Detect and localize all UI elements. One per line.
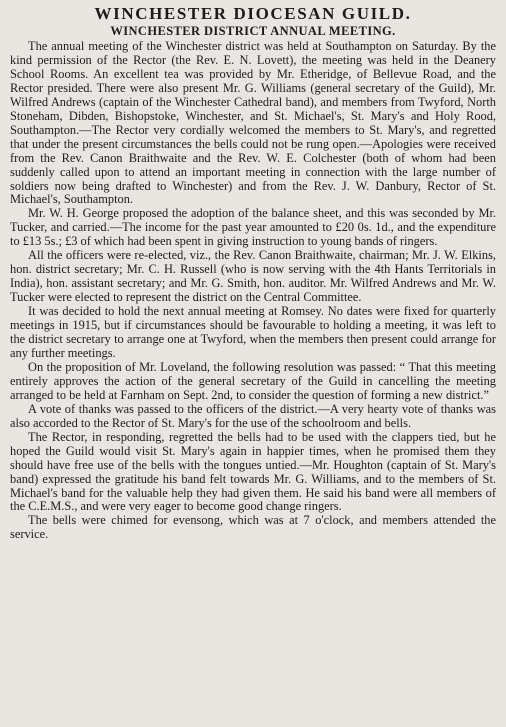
paragraph-rector-response: The Rector, in responding, regretted the bells had to be used with the clappers tied, but he hoped the Guild would visit St. Mary's again in happier times, when he promised them they should have free use of the bells with the tongues untied.—Mr. Houghton (captain of St. Mary's band) expressed the gratitude his band felt towards Mr. G. Williams, and to the members of St. Michael's band for the valuable help they had given them. He said his band were all members of the C.E.M.S., and were very eager to become good change ringers. <box>10 429 496 514</box>
paragraph-balance-sheet: Mr. W. H. George proposed the adoption of the balance sheet, and this was seconded by Mr. Tucker, and carried.—The income for the past year amounted to £20 0s. 1d., and the expenditure to £13 5s.; £3 of which had been spent in giving instruction to young bands of ringers. <box>10 206 496 249</box>
paragraph-evensong: The bells were chimed for evensong, which was at 7 o'clock, and members attended the service. <box>10 513 496 542</box>
article-body <box>10 40 496 542</box>
paragraph-next-meeting: It was decided to hold the next annual meeting at Romsey. No dates were fixed for quarterly meetings in 1915, but if circumstances should be favourable to holding a meeting, it was left to the district secretary to arrange one at Twyford, when the members then present could arrange for any further meetings. <box>10 304 496 360</box>
paragraph-officers: All the officers were re-elected, viz., the Rev. Canon Braithwaite, chairman; Mr. J. W. Elkins, hon. district secretary; Mr. C. H. Russell (who is now serving with the 4th Hants Territorials in India), hon. assistant secretary; and Mr. G. Smith, hon. auditor. Mr. Wilfred Andrews and Mr. W. Tucker were elected to represent the district on the Central Committee. <box>10 248 496 305</box>
paragraph-resolution: On the proposition of Mr. Loveland, the following resolution was passed: “ That this meeting entirely approves the action of the general secretary of the Guild in cancelling the meeting arranged to be held at Farnham on Sept. 2nd, to consider the question of forming a new district.” <box>10 359 496 402</box>
paragraph-meeting-report: The annual meeting of the Winchester district was held at Southampton on Saturday. By the kind permission of the Rector (the Rev. E. N. Lovett), the meeting was held in the Deanery School Rooms. An excellent tea was provided by Mr. Etheridge, of Bellevue Road, and the Rector presided. There were also present Mr. G. Williams (general secretary of the Guild), Mr. Wilfred Andrews (captain of the Winchester Cathedral band), and members from Twyford, North Stoneham, Dibden, Bishopstoke, Winchester, and St. Michael's, St. Mary's and Holy Rood, Southampton.—The Rector very cordially welcomed the members to St. Mary's, and regretted that under the present circumstances the bells could not be rung open.—Apologies were received from the Rev. Canon Braithwaite and the Rev. W. E. Colchester (both of whom had been suddenly called upon to attend an important meeting in connection with the large number of soldiers now being drafted to Winchester) and from the Rev. J. W. Danbury, Rector of St. Michael's, Southampton. <box>10 39 496 207</box>
paragraph-vote-of-thanks: A vote of thanks was passed to the officers of the district.—A very hearty vote of thanks was also accorded to the Rector of St. Mary's for the use of the schoolroom and bells. <box>10 401 496 430</box>
article-headline: WINCHESTER DIOCESAN GUILD. <box>94 4 412 23</box>
article-subhead: WINCHESTER DISTRICT ANNUAL MEETING. <box>110 24 396 38</box>
